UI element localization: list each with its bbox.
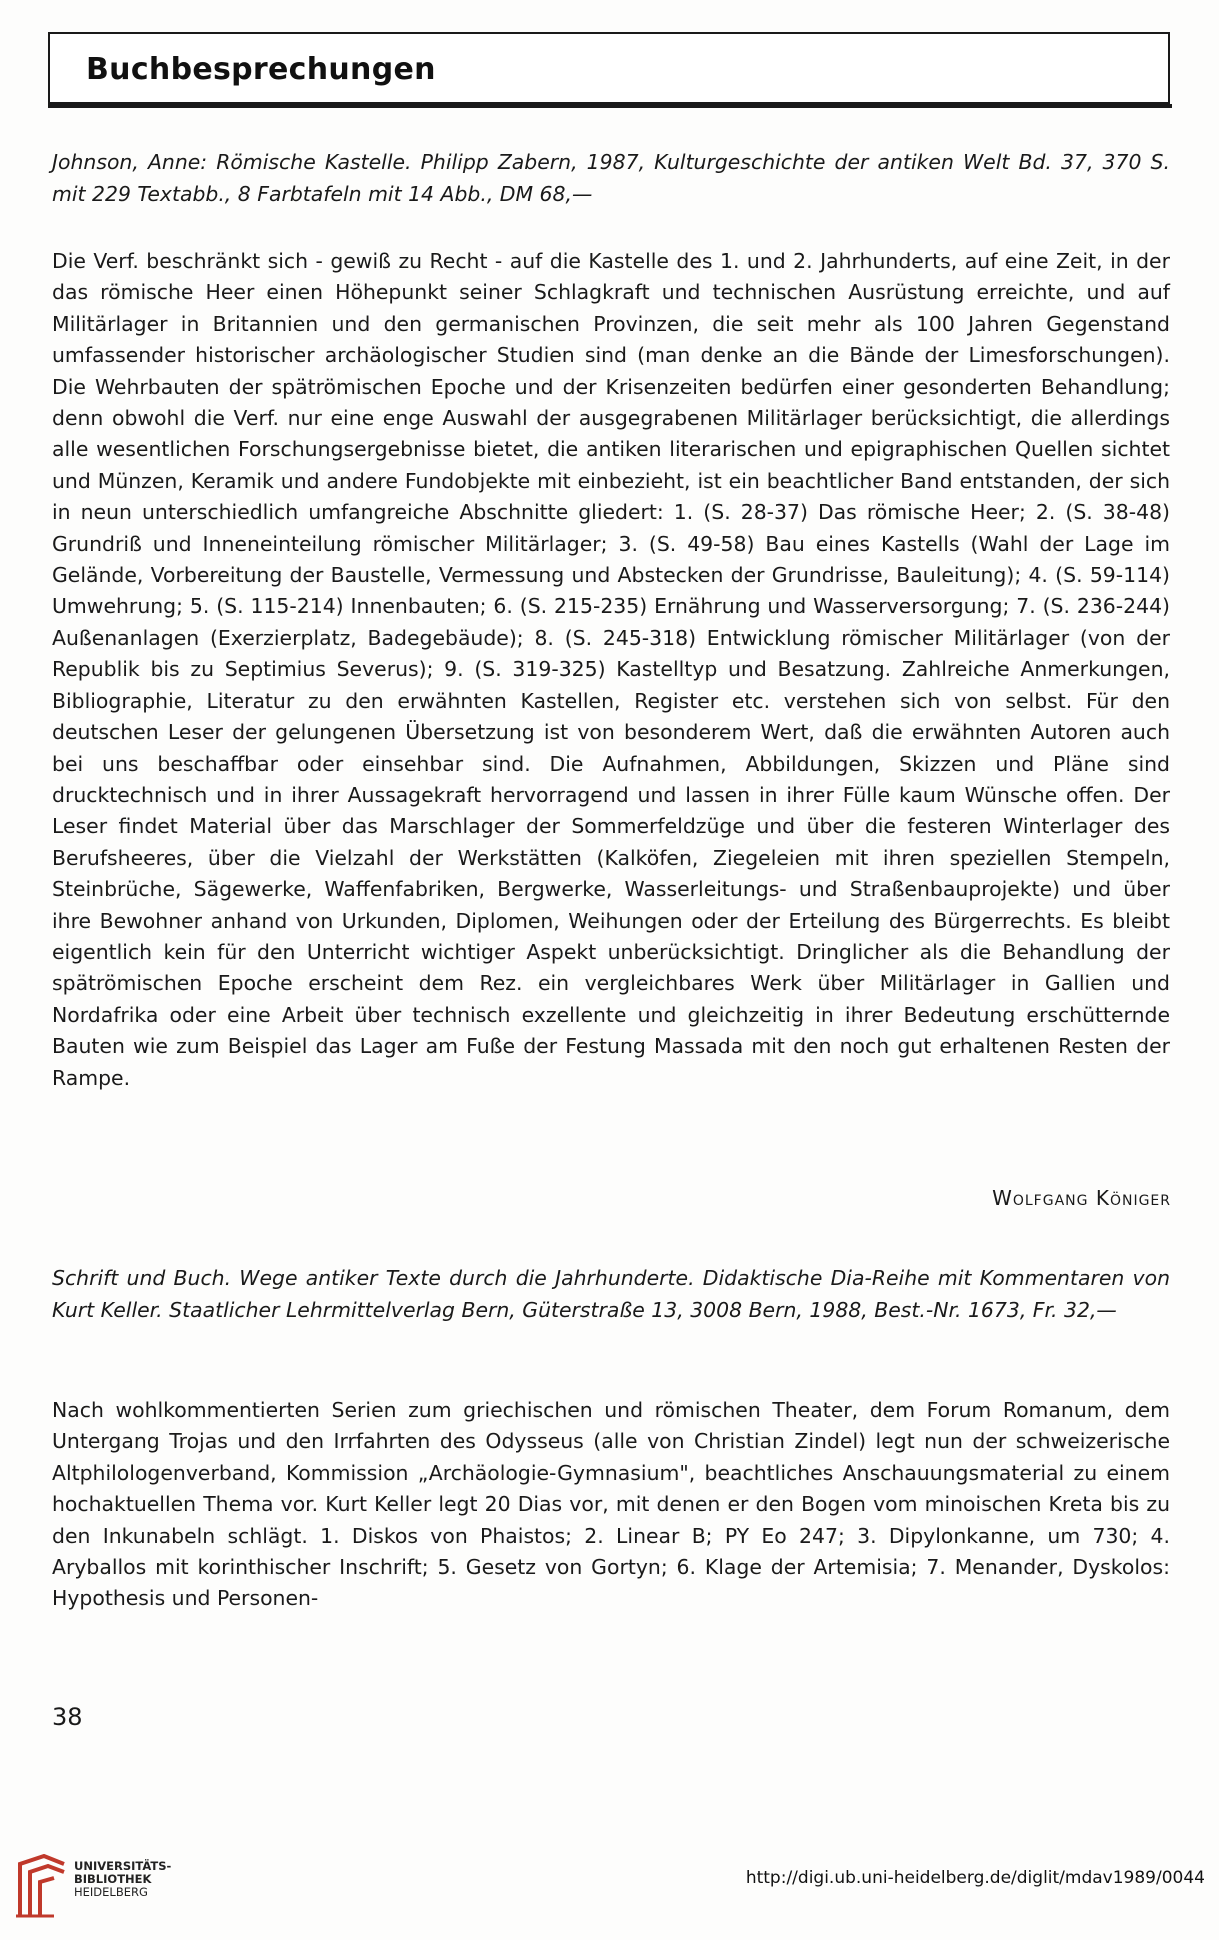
header-underline — [48, 104, 1172, 108]
section-header — [48, 32, 1170, 104]
source-url[interactable]: http://digi.ub.uni-heidelberg.de/diglit/mdav1989/0044 — [745, 1868, 1205, 1888]
section-title: Buchbesprechungen — [86, 52, 436, 87]
library-logo-icon — [14, 1854, 70, 1920]
library-name-line-1: UNIVERSITÄTS- — [74, 1859, 172, 1873]
library-name-line-2: BIBLIOTHEK — [74, 1872, 152, 1886]
page-number: 38 — [52, 1703, 83, 1731]
review-1-body: Die Verf. beschränkt sich - gewiß zu Recht - auf die Kastelle des 1. und 2. Jahrhunderts, auf eine Zeit, in der das römische Heer einen Höhepunkt seiner Schlagkraft und technischen Ausrüstung erreichte, und auf Militärlager in Britannien und den germanischen Provinzen, die seit mehr als 100 Jahren Gegenstand umfassender historischer archäologischer Studien sind (man denke an die Bände der Limesforschungen). Die Wehrbauten der spätrömischen Epoche und der Krisenzeiten bedürfen einer gesonderten Behandlung; denn obwohl die Verf. nur eine enge Auswahl der ausgegrabenen Militärlager berücksichtigt, die allerdings alle wesentlichen Forschungsergebnisse bietet, die antiken literarischen und epigraphischen Quellen sichtet und Münzen, Keramik und andere Fundobjekte mit einbezieht, ist ein beachtlicher Band entstanden, der sich in neun unterschiedlich umfangreiche Abschnitte gliedert: 1. (S. 28-37) Das römische Heer; 2. (S. 38-48) Grundriß und Inneneinteilung römischer Militärlager; 3. (S. 49-58) Bau eines Kastells (Wahl der Lage im Gelände, Vorbereitung der Baustelle, Vermessung und Abstecken der Grundrisse, Bauleitung); 4. (S. 59-114) Umwehrung; 5. (S. 115-214) Innenbauten; 6. (S. 215-235) Ernährung und Wasserversorgung; 7. (S. 236-244) Außenanlagen (Exerzierplatz, Badegebäude); 8. (S. 245-318) Entwicklung römischer Militärlager (von der Republik bis zu Septimius Severus); 9. (S. 319-325) Kastelltyp und Besatzung. Zahlreiche Anmerkungen, Bibliographie, Literatur zu den erwähnten Kastellen, Register etc. verstehen sich von selbst. Für den deutschen Leser der gelungenen Übersetzung ist von besonderem Wert, daß die erwähnten Autoren auch bei uns beschaffbar oder einsehbar sind. Die Aufnahmen, Abbildungen, Skizzen und Pläne sind drucktechnisch und in ihrer Aussagekraft hervorragend und lassen in ihrer Fülle kaum Wünsche offen. Der Leser findet Material über das Marschlager der Sommerfeldzüge und über die festeren Winterlager des Berufsheeres, über die Vielzahl der Werkstätten (Kalköfen, Ziegeleien mit ihren speziellen Stempeln, Steinbrüche, Sägewerke, Waffenfabriken, Bergwerke, Wasserleitungs- und Straßenbauprojekte) und über ihre Bewohner anhand von Urkunden, Diplomen, Weihungen oder der Erteilung des Bürgerrechts. Es bleibt eigentlich kein für den Unterricht wichtiger Aspekt unberücksichtigt. Dringlicher als die Behandlung der spätrömischen Epoche erscheint dem Rez. ein vergleichbares Werk über Militärlager in Gallien und Nordafrika oder eine Arbeit über technisch exzellente und gleichzeitig in ihrer Bedeutung erschütternde Bauten wie zum Beispiel das Lager am Fuße der Festung Massada mit den noch gut erhaltenen Resten der Rampe. — [52, 249, 1170, 1090]
library-name-line-3: HEIDELBERG — [74, 1885, 148, 1899]
footer — [0, 1840, 1219, 1940]
review-1-author: Wolfgang Königer — [992, 1186, 1171, 1210]
review-2-citation: Schrift und Buch. Wege antiker Texte durch die Jahrhunderte. Didaktische Dia-Reihe mit Kommentaren von Kurt Keller. Staatlicher Lehrmittelverlag Bern, Güterstraße 13, 3008 Bern, 1988, Best.-Nr. 1673, Fr. 32,— — [52, 1266, 1170, 1322]
library-name — [74, 1860, 171, 1899]
review-2-body: Nach wohlkommentierten Serien zum griechischen und römischen Theater, dem Forum Romanum, dem Untergang Trojas und den Irrfahrten des Odysseus (alle von Christian Zindel) legt nun der schweizerische Altphilologenverband, Kommission „Archäologie-Gymnasium", beachtliches Anschauungsmaterial zu einem hochaktuellen Thema vor. Kurt Keller legt 20 Dias vor, mit denen er den Bogen vom minoischen Kreta bis zu den Inkunabeln schlägt. 1. Diskos von Phaistos; 2. Linear B; PY Eo 247; 3. Dipylonkanne, um 730; 4. Aryballos mit korinthischer Inschrift; 5. Gesetz von Gortyn; 6. Klage der Artemisia; 7. Menander, Dyskolos: Hypothesis und Personen- — [52, 1398, 1170, 1611]
review-1-citation: Johnson, Anne: Römische Kastelle. Philipp Zabern, 1987, Kulturgeschichte der antiken Welt Bd. 37, 370 S. mit 229 Textabb., 8 Farbtafeln mit 14 Abb., DM 68,— — [52, 150, 1170, 206]
